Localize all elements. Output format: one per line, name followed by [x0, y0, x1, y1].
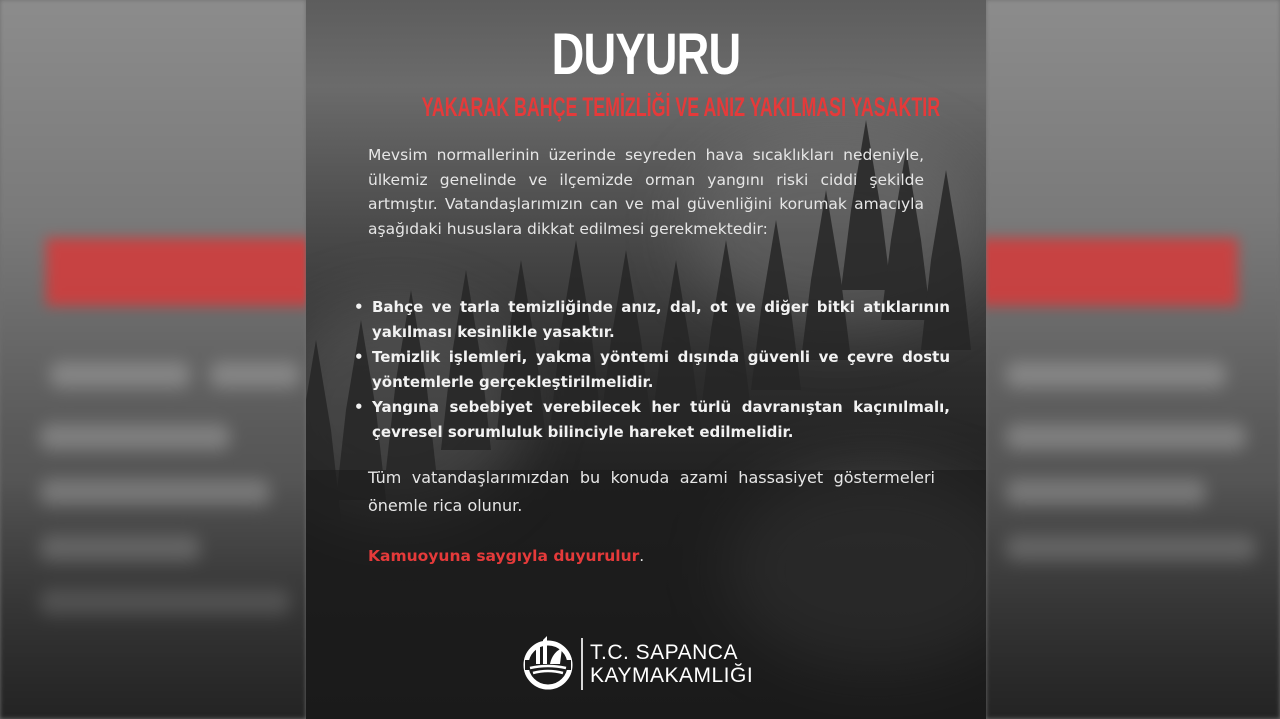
- list-item: • Bahçe ve tarla temizliğinde anız, dal, ot ve diğer bitki atıklarının yakılması kesinlikle yasaktır.: [354, 298, 950, 341]
- closing-line: Kamuoyuna saygıyla duyurulur.: [368, 547, 645, 565]
- blurred-red-banner: [46, 238, 306, 306]
- announcement-subtitle: YAKARAK BAHÇE TEMİZLİĞİ VE ANIZ YAKILMASI YASAKTIR: [421, 92, 941, 122]
- request-paragraph: Tüm vatandaşlarımızdan bu konuda azami hassasiyet göstermeleri önemle rica olunur.: [368, 468, 935, 515]
- logo-divider: [581, 638, 583, 690]
- list-item: • Temizlik işlemleri, yakma yöntemi dışında güvenli ve çevre dostu yöntemlerle gerçekleştirilmelidir.: [354, 348, 950, 391]
- sapanca-emblem-icon: [522, 634, 574, 692]
- logo-text-line2: KAYMAKAMLIĞI: [590, 664, 754, 687]
- blurred-red-banner: [986, 238, 1238, 306]
- institution-logo: [522, 632, 762, 696]
- blurred-background-left: [0, 0, 306, 719]
- blurred-background-right: [986, 0, 1280, 719]
- intro-paragraph: Mevsim normallerinin üzerinde seyreden hava sıcaklıkları nedeniyle, ülkemiz genelinde ve ilçemizde orman yangını riski ciddi şekilde artmıştır. Vatandaşlarımızın can ve mal güvenliğini korumak amacıyla aşağıdaki hususlara dikkat edilmesi gerekmektedir:: [368, 146, 924, 238]
- announcement-poster: [306, 0, 986, 719]
- list-item: • Yangına sebebiyet verebilecek her türlü davranıştan kaçınılmalı, çevresel sorumluluk bilinciyle hareket edilmelidir.: [354, 398, 950, 441]
- announcement-title: DUYURU: [551, 22, 741, 87]
- logo-text-line1: T.C. SAPANCA: [590, 641, 738, 664]
- rules-list: [354, 295, 950, 445]
